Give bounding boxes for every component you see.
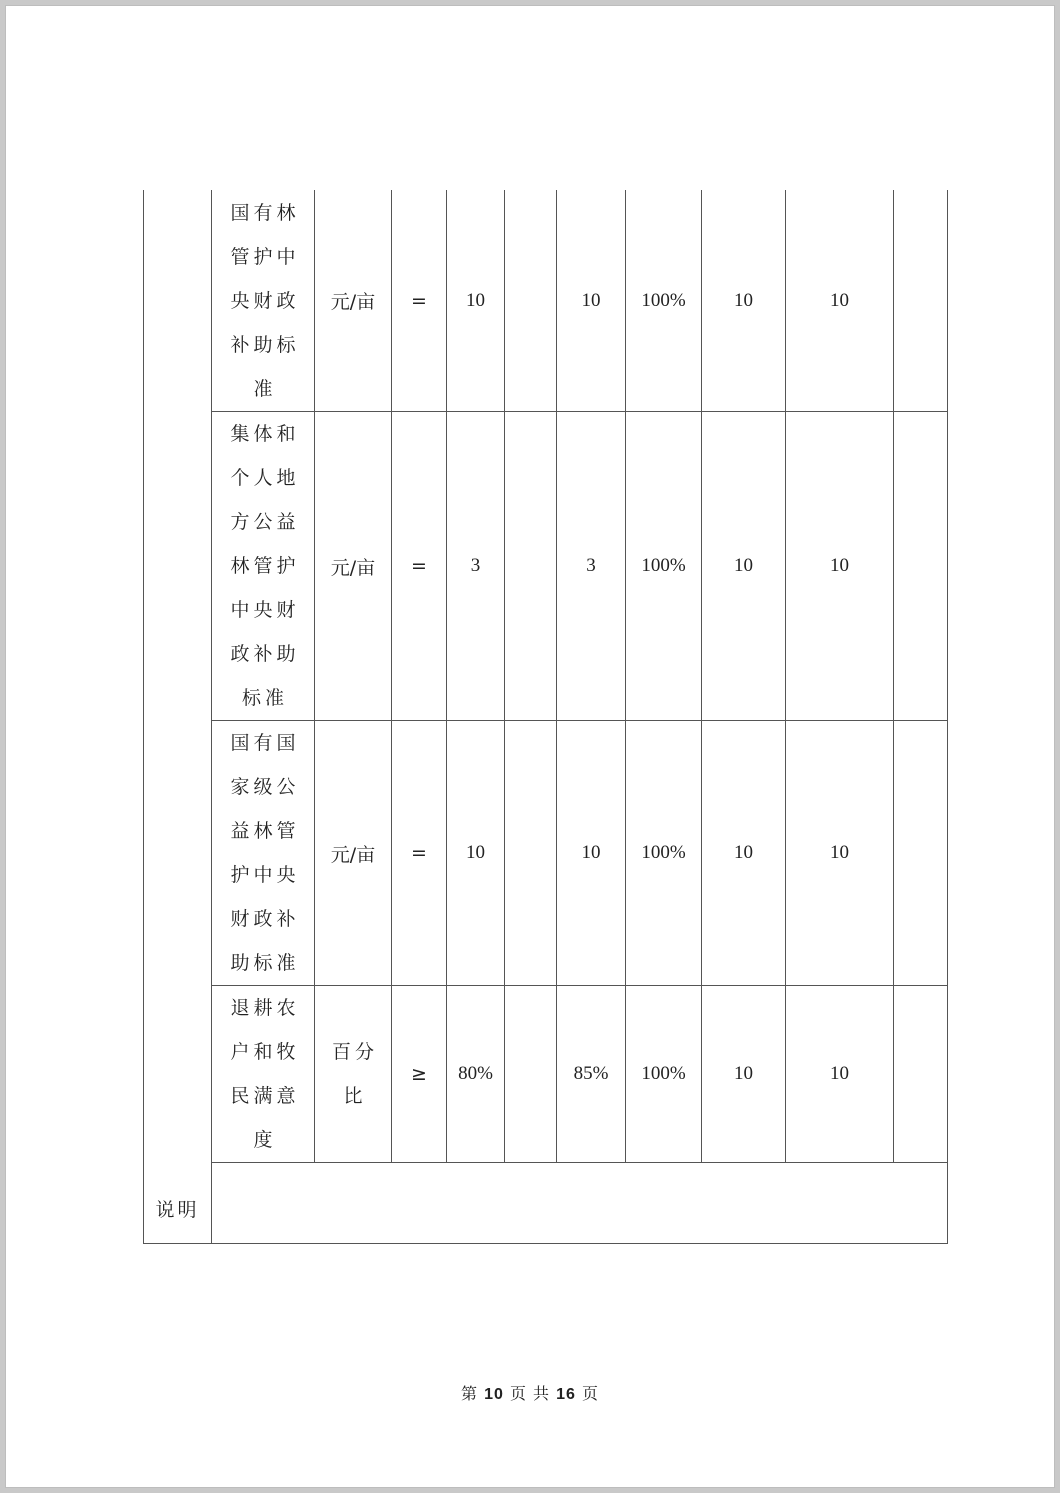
weight-cell: 10 [734,555,753,576]
note-label: 说明 [155,1198,200,1221]
score-cell: 10 [830,842,849,863]
actual-cell: 10 [581,289,601,311]
total-pages-number: 16 [556,1386,576,1403]
indicator-cell: 国有林管护中央财政补助标准 [230,201,300,400]
indicator-cell: 国有国家级公益林管护中央财政补助标准 [230,732,300,974]
actual-cell: 10 [581,842,601,863]
operator-cell: = [411,555,427,577]
rate-cell: 100% [641,1063,686,1084]
note-text [212,1163,947,1243]
rate-cell: 100% [641,555,686,576]
operator-cell: ≥ [411,1063,427,1085]
unit-cell: 元/亩 [330,843,376,866]
page-footer [0,1381,1060,1404]
rate-cell: 100% [641,289,686,311]
table-border-right [947,190,948,1244]
target-cell: 10 [466,289,485,311]
score-cell: 10 [830,555,849,576]
weight-cell: 10 [734,289,753,311]
unit-cell: 元/亩 [330,291,376,313]
target-cell: 10 [466,842,485,863]
indicator-cell: 集体和个人地方公益林管护中央财政补助标准 [230,423,300,709]
table-line [504,190,505,1162]
weight-cell: 10 [734,1063,753,1084]
footer-middle: 页 共 [509,1384,551,1403]
score-cell: 10 [830,1063,849,1084]
footer-suffix: 页 [582,1384,600,1403]
score-cell: 10 [830,289,849,311]
indicator-cell: 退耕农户和牧民满意度 [230,997,300,1151]
table-border-left [143,190,144,1244]
table-border-bottom [143,1243,948,1244]
operator-cell: = [411,289,427,312]
weight-cell: 10 [734,842,753,863]
footer-prefix: 第 [460,1384,478,1403]
table-line [893,190,894,1162]
current-page-number: 10 [484,1386,504,1403]
target-cell: 3 [470,555,481,576]
unit-cell: 百分比 [331,1041,378,1107]
operator-cell: = [411,842,427,864]
rate-cell: 100% [641,842,686,863]
actual-cell: 85% [573,1063,609,1084]
actual-cell: 3 [586,555,596,576]
unit-cell: 元/亩 [330,556,376,579]
target-cell: 80% [458,1063,493,1084]
